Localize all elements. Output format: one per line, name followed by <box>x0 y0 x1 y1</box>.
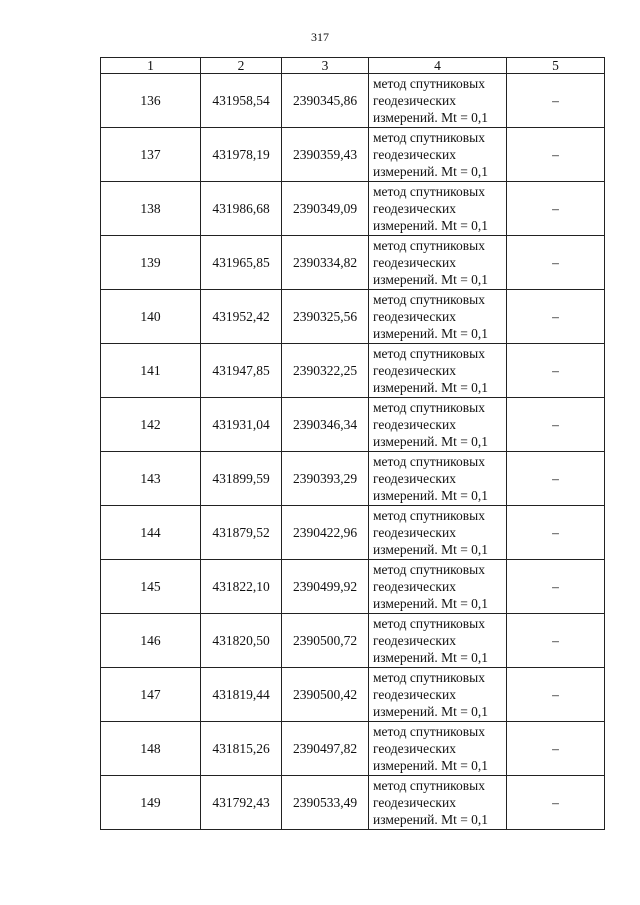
cell-x-coordinate: 431822,10 <box>201 560 282 614</box>
cell-y-coordinate: 2390422,96 <box>282 506 369 560</box>
cell-x-coordinate: 431978,19 <box>201 128 282 182</box>
cell-x-coordinate: 431819,44 <box>201 668 282 722</box>
cell-y-coordinate: 2390322,25 <box>282 344 369 398</box>
cell-x-coordinate: 431986,68 <box>201 182 282 236</box>
cell-point-number: 139 <box>101 236 201 290</box>
table-row <box>101 290 605 344</box>
cell-description: – <box>507 236 605 290</box>
cell-description: – <box>507 182 605 236</box>
cell-x-coordinate: 431879,52 <box>201 506 282 560</box>
cell-method: метод спутниковых геодезических измерений. Mt = 0,1 <box>369 722 507 776</box>
cell-point-number: 146 <box>101 614 201 668</box>
cell-y-coordinate: 2390345,86 <box>282 74 369 128</box>
cell-y-coordinate: 2390334,82 <box>282 236 369 290</box>
table-row <box>101 398 605 452</box>
cell-point-number: 148 <box>101 722 201 776</box>
cell-point-number: 137 <box>101 128 201 182</box>
cell-y-coordinate: 2390500,72 <box>282 614 369 668</box>
column-header-method: 4 <box>369 58 507 74</box>
cell-x-coordinate: 431952,42 <box>201 290 282 344</box>
coordinates-table-body <box>101 58 605 830</box>
cell-y-coordinate: 2390349,09 <box>282 182 369 236</box>
cell-method: метод спутниковых геодезических измерений. Mt = 0,1 <box>369 398 507 452</box>
cell-point-number: 149 <box>101 776 201 830</box>
column-header-y-coordinate: 3 <box>282 58 369 74</box>
cell-description: – <box>507 290 605 344</box>
cell-x-coordinate: 431820,50 <box>201 614 282 668</box>
cell-description: – <box>507 776 605 830</box>
cell-point-number: 136 <box>101 74 201 128</box>
cell-point-number: 140 <box>101 290 201 344</box>
cell-description: – <box>507 668 605 722</box>
cell-point-number: 144 <box>101 506 201 560</box>
cell-description: – <box>507 398 605 452</box>
table-row <box>101 722 605 776</box>
table-row <box>101 236 605 290</box>
cell-point-number: 142 <box>101 398 201 452</box>
cell-y-coordinate: 2390346,34 <box>282 398 369 452</box>
cell-y-coordinate: 2390533,49 <box>282 776 369 830</box>
table-row <box>101 560 605 614</box>
cell-method: метод спутниковых геодезических измерений. Mt = 0,1 <box>369 74 507 128</box>
cell-point-number: 147 <box>101 668 201 722</box>
table-row <box>101 506 605 560</box>
page-number: 317 <box>311 30 329 44</box>
cell-description: – <box>507 74 605 128</box>
cell-y-coordinate: 2390499,92 <box>282 560 369 614</box>
cell-x-coordinate: 431947,85 <box>201 344 282 398</box>
cell-x-coordinate: 431815,26 <box>201 722 282 776</box>
cell-point-number: 141 <box>101 344 201 398</box>
cell-y-coordinate: 2390500,42 <box>282 668 369 722</box>
table-row <box>101 668 605 722</box>
cell-y-coordinate: 2390497,82 <box>282 722 369 776</box>
table-row <box>101 128 605 182</box>
cell-method: метод спутниковых геодезических измерений. Mt = 0,1 <box>369 614 507 668</box>
cell-method: метод спутниковых геодезических измерений. Mt = 0,1 <box>369 452 507 506</box>
cell-method: метод спутниковых геодезических измерений. Mt = 0,1 <box>369 560 507 614</box>
table-row <box>101 614 605 668</box>
cell-x-coordinate: 431965,85 <box>201 236 282 290</box>
cell-y-coordinate: 2390325,56 <box>282 290 369 344</box>
cell-method: метод спутниковых геодезических измерений. Mt = 0,1 <box>369 668 507 722</box>
cell-method: метод спутниковых геодезических измерений. Mt = 0,1 <box>369 344 507 398</box>
cell-x-coordinate: 431899,59 <box>201 452 282 506</box>
cell-point-number: 138 <box>101 182 201 236</box>
cell-x-coordinate: 431958,54 <box>201 74 282 128</box>
cell-y-coordinate: 2390393,29 <box>282 452 369 506</box>
cell-method: метод спутниковых геодезических измерений. Mt = 0,1 <box>369 776 507 830</box>
table-row <box>101 452 605 506</box>
cell-description: – <box>507 128 605 182</box>
cell-method: метод спутниковых геодезических измерений. Mt = 0,1 <box>369 182 507 236</box>
table-header-row <box>101 58 605 74</box>
table-row <box>101 182 605 236</box>
cell-point-number: 145 <box>101 560 201 614</box>
cell-method: метод спутниковых геодезических измерений. Mt = 0,1 <box>369 290 507 344</box>
cell-description: – <box>507 344 605 398</box>
cell-y-coordinate: 2390359,43 <box>282 128 369 182</box>
coordinates-table <box>100 57 605 830</box>
column-header-point-number: 1 <box>101 58 201 74</box>
table-row <box>101 344 605 398</box>
cell-x-coordinate: 431792,43 <box>201 776 282 830</box>
cell-x-coordinate: 431931,04 <box>201 398 282 452</box>
cell-description: – <box>507 722 605 776</box>
cell-description: – <box>507 560 605 614</box>
column-header-x-coordinate: 2 <box>201 58 282 74</box>
cell-method: метод спутниковых геодезических измерений. Mt = 0,1 <box>369 506 507 560</box>
cell-method: метод спутниковых геодезических измерений. Mt = 0,1 <box>369 128 507 182</box>
cell-description: – <box>507 452 605 506</box>
cell-method: метод спутниковых геодезических измерений. Mt = 0,1 <box>369 236 507 290</box>
table-row <box>101 74 605 128</box>
table-row <box>101 776 605 830</box>
cell-description: – <box>507 506 605 560</box>
column-header-description: 5 <box>507 58 605 74</box>
cell-description: – <box>507 614 605 668</box>
cell-point-number: 143 <box>101 452 201 506</box>
